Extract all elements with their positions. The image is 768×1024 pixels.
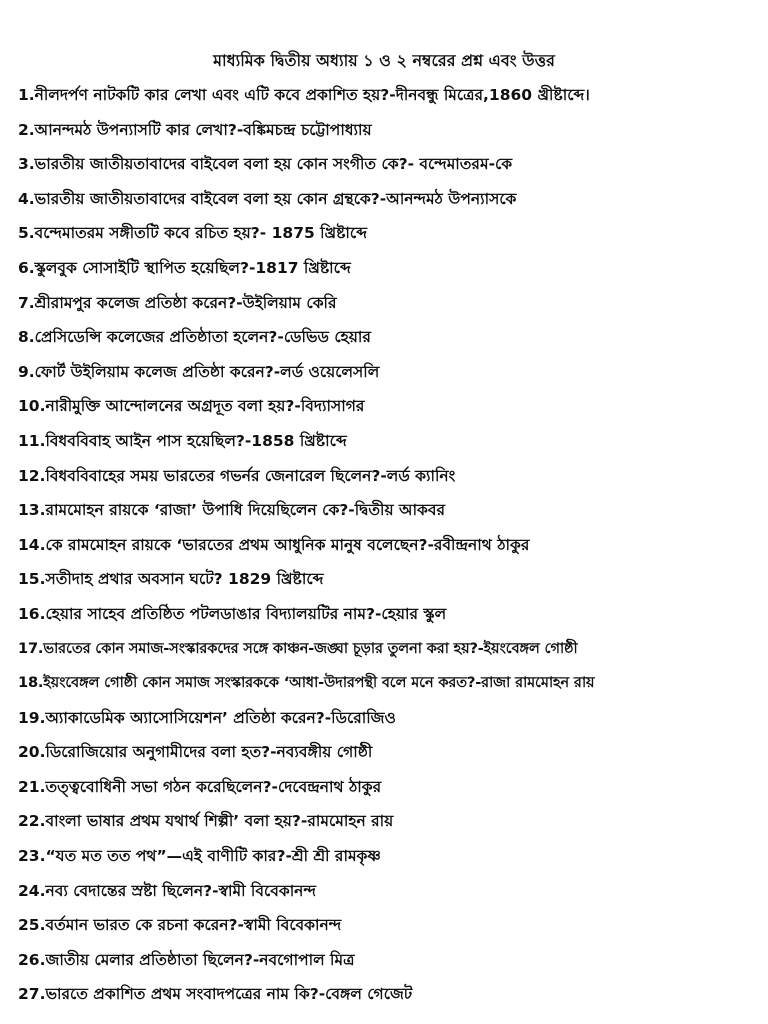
qa-item-20: 20.ডিরোজিয়োর অনুগামীদের বলা হত?-নব্যবঙ্গীয় গোষ্ঠী — [18, 743, 373, 762]
qa-item-7: 7.শ্রীরামপুর কলেজ প্রতিষ্ঠা করেন?-উইলিয়াম কেরি — [18, 293, 337, 312]
qa-item-19: 19.অ্যাকাডেমিক অ্যাসোসিয়েশন’ প্রতিষ্ঠা করেন?-ডিরোজিও — [18, 708, 396, 727]
qa-item-16: 16.হেয়ার সাহেব প্রতিষ্ঠিত পটলডাঙার বিদ্যালয়টির নাম?-হেয়ার স্কুল — [18, 604, 447, 623]
qa-item-24: 24.নব্য বেদান্তের স্রষ্টা ছিলেন?-স্বামী বিবেকানন্দ — [18, 881, 316, 900]
qa-item-21: 21.তত্ত্ববোধিনী সভা গঠন করেছিলেন?-দেবেন্দ্রনাথ ঠাকুর — [18, 777, 382, 796]
qa-item-3: 3.ভারতীয় জাতীয়তাবাদের বাইবেল বলা হয় কোন সংগীত কে?- বন্দেমাতরম-কে — [18, 155, 513, 174]
qa-item-9: 9.ফোর্ট উইলিয়াম কলেজ প্রতিষ্ঠা করেন?-লর্ড ওয়েলেসলি — [18, 362, 380, 381]
qa-item-8: 8.প্রেসিডেন্সি কলেজের প্রতিষ্ঠাতা হলেন?-ডেভিড হেয়ার — [18, 328, 371, 347]
qa-list — [18, 78, 758, 1012]
qa-item-11: 11.বিধববিবাহ আইন পাস হয়েছিল?-1858 খ্রিষ্টাব্দে — [18, 431, 347, 450]
qa-item-27: 27.ভারতে প্রকাশিত প্রথম সংবাদপত্রের নাম কি?-বেঙ্গল গেজেট — [18, 985, 413, 1004]
qa-item-22: 22.বাংলা ভাষার প্রথম যথার্থ শিল্পী’ বলা হয়?-রামমোহন রায় — [18, 812, 394, 831]
qa-item-5: 5.বন্দেমাতরম সঙ্গীতটি কবে রচিত হয়?- 1875 খ্রিষ্টাব্দে — [18, 224, 368, 243]
qa-item-2: 2.আনন্দমঠ উপন্যাসটি কার লেখা?-বঙ্কিমচন্দ্র চট্টোপাধ্যায় — [18, 120, 372, 139]
qa-item-13: 13.রামমোহন রায়কে ‘রাজা’ উপাধি দিয়েছিলেন কে?-দ্বিতীয় আকবর — [18, 501, 446, 520]
qa-item-1: 1.নীলদর্পণ নাটকটি কার লেখা এবং এটি কবে প্রকাশিত হয়?-দীনবন্ধু মিত্রের,1860 খ্রীষ্টাব্দে। — [18, 86, 590, 104]
qa-item-26: 26.জাতীয় মেলার প্রতিষ্ঠাতা ছিলেন?-নবগোপাল মিত্র — [18, 950, 355, 969]
qa-item-18: 18.ইয়ংবেঙ্গল গোষ্ঠী কোন সমাজ সংস্কারককে ‘আধা-উদারপন্থী বলে মনে করত?-রাজা রামমোহন রায় — [18, 674, 595, 692]
qa-item-23: 23.“যত মত তত পথ”—এই বাণীটি কার?-শ্রী শ্রী রামকৃষ্ণ — [18, 847, 381, 866]
qa-item-15: 15.সতীদাহ প্রথার অবসান ঘটে? 1829 খ্রিষ্টাব্দে — [18, 570, 324, 589]
qa-item-14: 14.কে রামমোহন রায়কে ‘ভারতের প্রথম আধুনিক মানুষ বলেছেন?-রবীন্দ্রনাথ ঠাকুর — [18, 535, 530, 554]
qa-item-10: 10.নারীমুক্তি আন্দোলনের অগ্রদূত বলা হয়?-বিদ্যাসাগর — [18, 397, 365, 416]
qa-item-17: 17.ভারতের কোন সমাজ-সংস্কারকদের সঙ্গে কাঞ্চন-জঙ্ঘা চূড়ার তুলনা করা হয়?-ইয়ংবেঙ্গল গোষ্ঠী — [18, 639, 578, 657]
page-title: মাধ্যমিক দ্বিতীয় অধ্যায় ১ ও ২ নম্বরের প্রশ্ন এবং উত্তর — [213, 51, 555, 70]
qa-item-25: 25.বর্তমান ভারত কে রচনা করেন?-স্বামী বিবেকানন্দ — [18, 916, 342, 935]
qa-item-12: 12.বিধববিবাহের সময় ভারতের গভর্নর জেনারেল ছিলেন?-লর্ড ক্যানিং — [18, 466, 456, 485]
qa-item-4: 4.ভারতীয় জাতীয়তাবাদের বাইবেল বলা হয় কোন গ্রন্থকে?-আনন্দমঠ উপন্যাসকে — [18, 189, 517, 208]
qa-item-6: 6.স্কুলবুক সোসাইটি স্থাপিত হয়েছিল?-1817 খ্রিষ্টাব্দে — [18, 258, 351, 277]
